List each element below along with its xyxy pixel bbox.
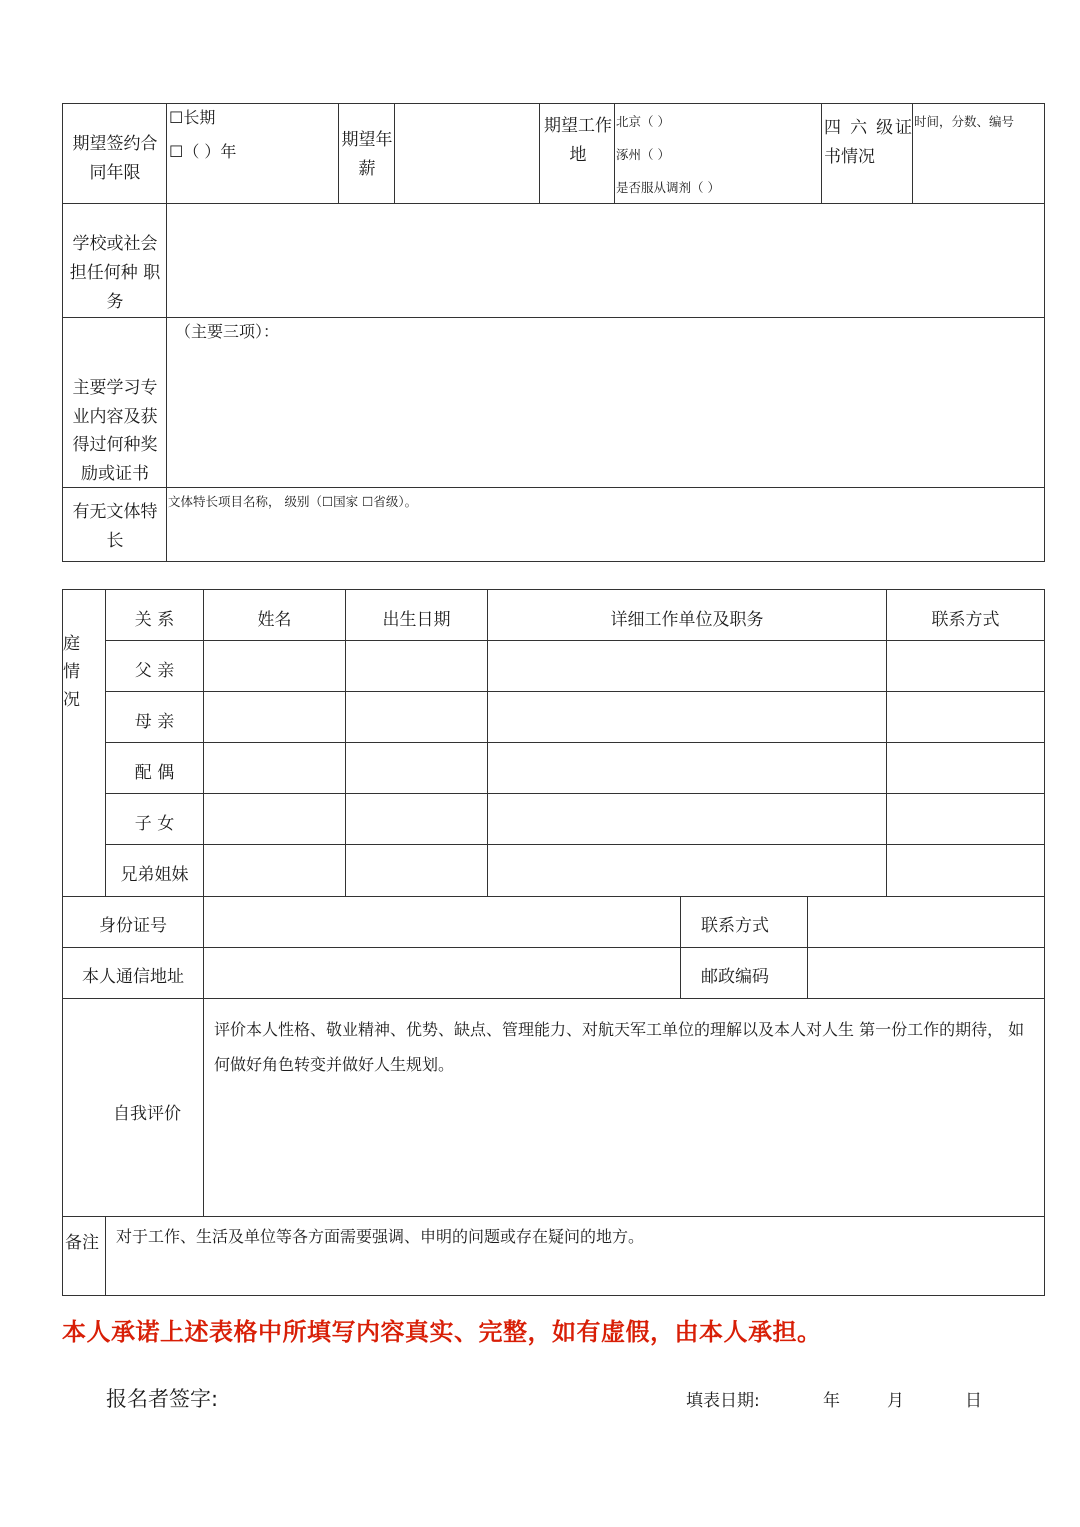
- relation-cell: [105, 844, 204, 897]
- contract-years-option[interactable]: ☐（ ）年: [169, 142, 237, 161]
- cert-hint: 时间，分数、编号: [914, 114, 1015, 129]
- header-work: 详细工作单位及职务: [610, 610, 764, 630]
- id-input-cell[interactable]: [203, 896, 681, 948]
- header-relation: 关 系: [134, 610, 175, 630]
- contract-label: 期望签约合 同年限: [72, 134, 158, 183]
- work-input-cell[interactable]: [487, 640, 887, 692]
- relation-cell: [105, 640, 204, 692]
- header-relation-cell: [105, 589, 204, 641]
- self-contact-input-cell[interactable]: [807, 896, 1045, 948]
- cert-label: 四 六 级证书情况: [824, 118, 912, 167]
- location-label: 期望工作地: [544, 116, 612, 165]
- contact-input-cell[interactable]: [886, 742, 1045, 794]
- relation-cell: [105, 742, 204, 794]
- date-month[interactable]: 月: [887, 1391, 904, 1411]
- date-day[interactable]: 日: [965, 1391, 982, 1411]
- birth-input-cell[interactable]: [345, 793, 488, 845]
- birth-input-cell[interactable]: [345, 742, 488, 794]
- work-input-cell[interactable]: [487, 742, 887, 794]
- birth-input-cell[interactable]: [345, 691, 488, 743]
- position-label-cell: [62, 203, 167, 318]
- name-input-cell[interactable]: [203, 742, 346, 794]
- name-input-cell[interactable]: [203, 793, 346, 845]
- location-zhuozhou-option[interactable]: 涿州（ ）: [616, 147, 670, 162]
- contact-input-cell[interactable]: [886, 640, 1045, 692]
- date-year[interactable]: 年: [823, 1391, 840, 1411]
- name-input-cell[interactable]: [203, 691, 346, 743]
- postcode-input-cell[interactable]: [807, 947, 1045, 999]
- work-input-cell[interactable]: [487, 691, 887, 743]
- birth-input-cell[interactable]: [345, 640, 488, 692]
- header-name: 姓名: [257, 610, 292, 630]
- header-birth-cell: [345, 589, 488, 641]
- work-input-cell[interactable]: [487, 844, 887, 897]
- date-label: 填表日期:: [686, 1391, 760, 1411]
- major-label-cell: [62, 317, 167, 488]
- self-contact-label: 联系方式: [701, 916, 769, 936]
- cert-label-cell: [821, 103, 913, 204]
- header-birth: 出生日期: [382, 610, 451, 630]
- location-adjust-option[interactable]: 是否服从调剂（ ）: [616, 180, 720, 195]
- contract-label-cell: [62, 103, 167, 204]
- relation-cell: [105, 793, 204, 845]
- relation-label: 母 亲: [134, 712, 175, 732]
- address-input-cell[interactable]: [203, 947, 681, 999]
- relation-cell: [105, 691, 204, 743]
- work-input-cell[interactable]: [487, 793, 887, 845]
- contact-input-cell[interactable]: [886, 691, 1045, 743]
- postcode-label-cell: [680, 947, 808, 999]
- relation-label: 父 亲: [134, 661, 175, 681]
- header-name-cell: [203, 589, 346, 641]
- promise-statement: 本人承诺上述表格中所填写内容真实、完整，如有虚假，由本人承担。: [62, 1318, 822, 1346]
- self-eval-label-cell: [62, 998, 204, 1217]
- id-label: 身份证号: [99, 916, 167, 936]
- self-eval-input-cell[interactable]: [203, 998, 1045, 1217]
- relation-label: 配 偶: [134, 763, 175, 783]
- relation-label: 子 女: [134, 814, 175, 834]
- talent-label: 有无文体特长: [72, 502, 158, 551]
- contact-input-cell[interactable]: [886, 793, 1045, 845]
- location-label-cell: [539, 103, 615, 204]
- self-contact-label-cell: [680, 896, 808, 948]
- position-value-cell[interactable]: [166, 203, 1045, 318]
- birth-input-cell[interactable]: [345, 844, 488, 897]
- family-label-cell: [62, 589, 106, 897]
- remark-input-cell[interactable]: [105, 1216, 1045, 1296]
- major-label: 主要学习专业内容及获得过何种奖励或证书: [72, 378, 158, 484]
- cert-value-cell[interactable]: [912, 103, 1045, 204]
- salary-value-cell[interactable]: [394, 103, 540, 204]
- talent-hint: 文体特长项目名称， 级别（☐国家 ☐省级）。: [168, 494, 418, 509]
- contract-options-cell[interactable]: [166, 103, 339, 204]
- self-eval-label: 自我评价: [113, 1104, 181, 1124]
- talent-label-cell: [62, 487, 167, 562]
- remark-label: 备注: [65, 1233, 99, 1253]
- header-work-cell: [487, 589, 887, 641]
- remark-label-cell: [62, 1216, 106, 1296]
- contact-input-cell[interactable]: [886, 844, 1045, 897]
- remark-hint: 对于工作、生活及单位等各方面需要强调、申明的问题或存在疑问的地方。: [116, 1227, 645, 1246]
- address-label: 本人通信地址: [82, 967, 184, 987]
- talent-value-cell[interactable]: [166, 487, 1045, 562]
- address-label-cell: [62, 947, 204, 999]
- contract-long-term-option[interactable]: ☐长期: [169, 108, 216, 127]
- position-label: 学校或社会担任何种 职务: [69, 234, 161, 312]
- postcode-label: 邮政编码: [701, 967, 769, 987]
- name-input-cell[interactable]: [203, 640, 346, 692]
- relation-label: 兄弟姐妹: [120, 865, 189, 885]
- location-beijing-option[interactable]: 北京（ ）: [616, 114, 670, 129]
- name-input-cell[interactable]: [203, 844, 346, 897]
- self-eval-hint: 评价本人性格、敬业精神、优势、缺点、管理能力、对航天军工单位的理解以及本人对人生 第一份工作的期待， 如何做好角色转变并做好人生规划。: [214, 1020, 1025, 1074]
- family-label: 庭情况: [63, 634, 80, 710]
- major-value-cell[interactable]: [166, 317, 1045, 488]
- header-contact-cell: [886, 589, 1045, 641]
- header-contact: 联系方式: [931, 610, 1000, 630]
- location-options-cell[interactable]: [614, 103, 822, 204]
- salary-label: 期望年薪: [341, 130, 393, 179]
- salary-label-cell: [338, 103, 395, 204]
- signature-label: 报名者签字:: [106, 1387, 219, 1411]
- id-label-cell: [62, 896, 204, 948]
- major-hint: （主要三项）：: [175, 322, 280, 341]
